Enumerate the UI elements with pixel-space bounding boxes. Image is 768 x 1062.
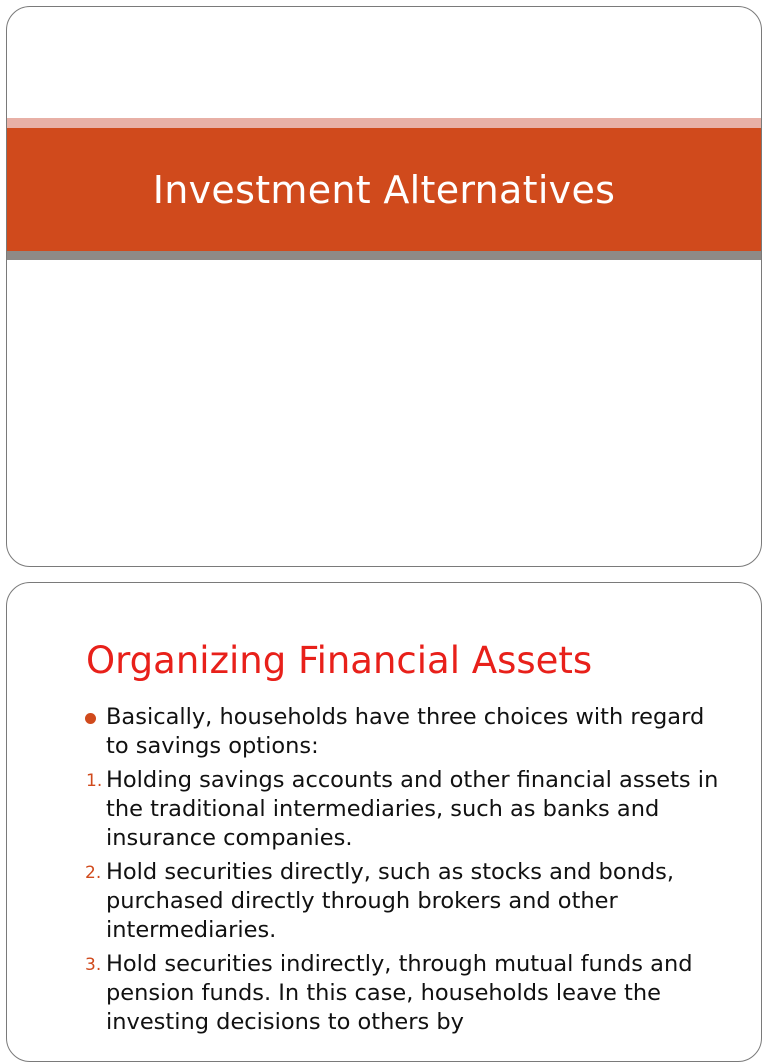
list-item: [7, 858, 761, 945]
list-item-text: Hold securities directly, such as stocks and bonds, purchased directly through brokers and other intermediaries.: [106, 859, 675, 943]
title-slide: [6, 6, 762, 567]
list-item-text: Holding savings accounts and other financial assets in the traditional intermediaries, such as banks and insurance companies.: [106, 767, 719, 851]
list-item-number: 3.: [85, 955, 102, 975]
list-item-text: Basically, households have three choices with regard to savings options:: [106, 704, 705, 759]
bullet-dot-icon: [85, 713, 96, 724]
content-slide: [6, 582, 762, 1062]
title-band-bottom-stripe: [7, 251, 761, 260]
list-item: [7, 703, 761, 761]
slide-heading: Organizing Financial Assets: [86, 639, 593, 682]
title-band-top-stripe: [7, 118, 761, 128]
list-item-text: Hold securities indirectly, through mutual funds and pension funds. In this case, households leave the investing decisions to others by: [106, 951, 693, 1035]
list-item: [7, 766, 761, 853]
title-band: [7, 128, 761, 251]
list-item-number: 1.: [86, 771, 103, 791]
bullet-list: [7, 703, 761, 1042]
slide-title: Investment Alternatives: [152, 167, 616, 212]
list-item-number: 2.: [85, 863, 102, 883]
